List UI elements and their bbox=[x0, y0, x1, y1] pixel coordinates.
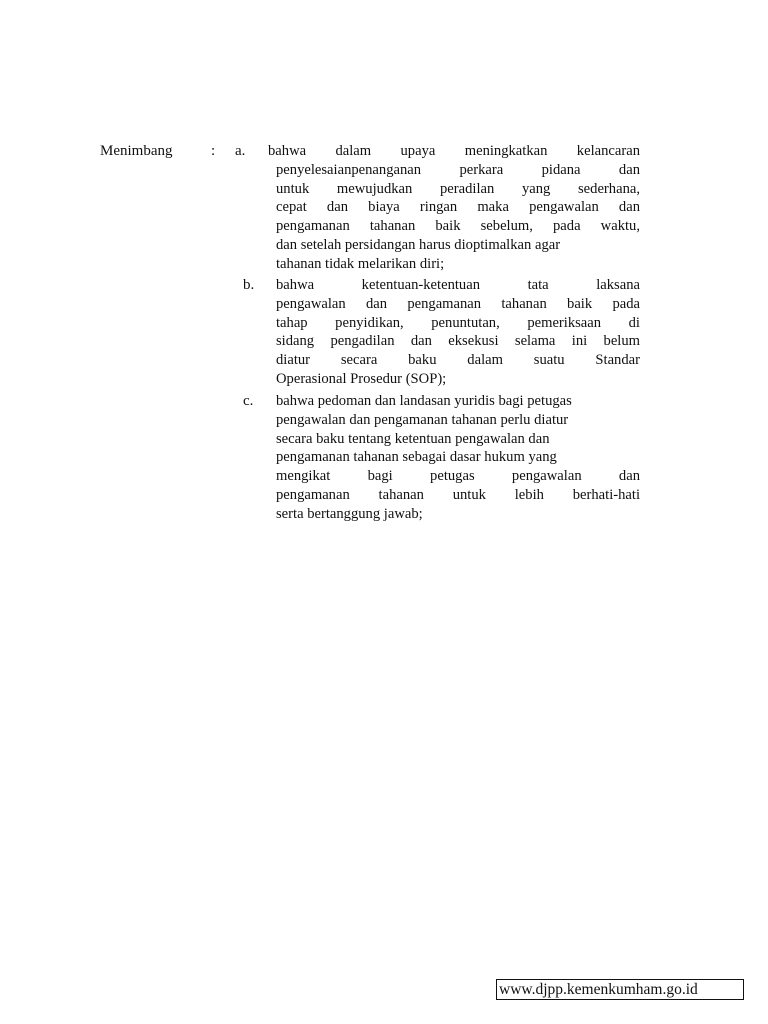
item-text-a-line-1 bbox=[268, 142, 640, 161]
item-b-line-4: sidang pengadilan dan eksekusi selama ini belum bbox=[276, 333, 640, 350]
item-text-c bbox=[276, 392, 640, 524]
item-b-line-6: Operasional Prosedur (SOP); bbox=[276, 370, 447, 387]
item-c-line-6: pengamanan tahanan untuk lebih berhati-hati bbox=[276, 486, 640, 503]
item-b-line-2: pengawalan dan pengamanan tahanan baik pada bbox=[276, 295, 640, 312]
item-text-b bbox=[276, 276, 640, 389]
item-a-line-5: pengamanan tahanan baik sebelum, pada waktu, bbox=[276, 218, 640, 235]
item-a-line-1: bahwa dalam upaya meningkatkan kelancaran bbox=[268, 143, 640, 159]
section-heading-colon: : bbox=[211, 143, 216, 159]
item-a-line-2: penyelesaianpenanganan perkara pidana dan bbox=[276, 161, 640, 178]
item-c-line-5: mengikat bagi petugas pengawalan dan bbox=[276, 468, 640, 485]
item-b-line-5: diatur secara baku dalam suatu Standar bbox=[276, 352, 640, 369]
item-a-line-4: cepat dan biaya ringan maka pengawalan dan bbox=[276, 199, 640, 216]
item-c-line-3: secara baku tentang ketentuan pengawalan dan bbox=[276, 430, 550, 447]
item-a-line-6: dan setelah persidangan harus dioptimalkan agar bbox=[276, 236, 561, 253]
item-c-line-4: pengamanan tahanan sebagai dasar hukum yang bbox=[276, 449, 557, 466]
item-c-line-7: serta bertanggung jawab; bbox=[276, 505, 423, 522]
website-footer-link[interactable]: www.djpp.kemenkumham.go.id bbox=[496, 979, 744, 1000]
section-heading-menimbang: Menimbang bbox=[100, 143, 173, 159]
item-marker-a: a. bbox=[235, 143, 246, 159]
item-a-line-7: tahanan tidak melarikan diri; bbox=[276, 255, 445, 272]
item-text-a bbox=[276, 161, 640, 274]
item-marker-c: c. bbox=[243, 393, 254, 409]
item-a-line-3: untuk mewujudkan peradilan yang sederhana, bbox=[276, 180, 640, 197]
item-b-line-1: bahwa ketentuan-ketentuan tata laksana bbox=[276, 277, 640, 293]
item-b-line-3: tahap penyidikan, penuntutan, pemeriksaan di bbox=[276, 314, 640, 331]
item-marker-b: b. bbox=[243, 277, 255, 293]
item-c-line-2: pengawalan dan pengamanan tahanan perlu diatur bbox=[276, 411, 569, 428]
item-c-line-1: bahwa pedoman dan landasan yuridis bagi petugas bbox=[276, 393, 572, 409]
